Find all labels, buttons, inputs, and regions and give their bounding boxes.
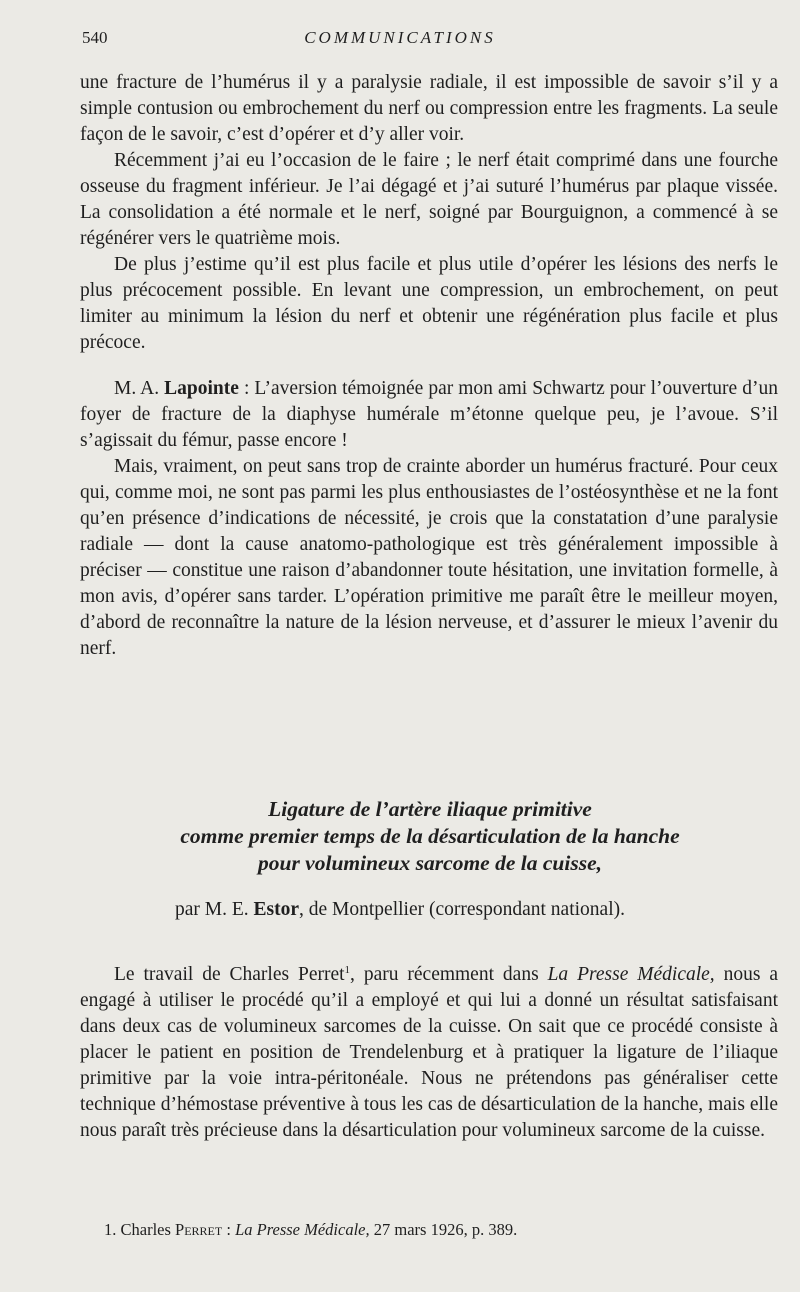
footnote-number: 1. Charles bbox=[104, 1220, 176, 1239]
byline bbox=[0, 899, 800, 921]
text-run: nous a engagé à utiliser le procédé qu’il a employé et qui lui a donné un résultat satisfaisant dans deux cas de volumineux sarcomes de la cuisse. On sait que ce procédé consiste à placer le patient en position de Trendelenburg et à pratiquer la ligature de l’iliaque primitive par la voie intra-péritonéale. Nous ne prétendons pas généraliser cette technique d’hémostase préventive à tous les cas de désarticulation de la hanche, mais elle nous paraît très précieuse dans la désarticulation pour volumineux sarcome de la cuisse. bbox=[80, 964, 779, 1141]
discussion-text bbox=[80, 70, 778, 662]
speaker-name: Lapointe bbox=[164, 378, 239, 399]
byline-suffix: , de Montpellier (correspondant national). bbox=[299, 899, 625, 920]
footnote-ref[interactable]: 1 bbox=[344, 964, 351, 976]
paragraph bbox=[80, 376, 778, 454]
text-run: Le travail de Charles Perret bbox=[114, 964, 345, 985]
page-number: 540 bbox=[82, 28, 108, 47]
speaker-prefix: M. A. bbox=[114, 378, 165, 399]
paragraph: Récemment j’ai eu l’occasion de le faire ; le nerf était comprimé dans une fourche osseuse du fragment inférieur. Je l’ai dégagé et j’ai suturé l’humérus par plaque vissée. La consolidation a été normale et le nerf, soigné par Bourguignon, a commencé à se régénérer vers le quatrième mois. bbox=[80, 150, 778, 249]
title-line: pour volumineux sarcome de la cuisse, bbox=[257, 851, 602, 875]
title-line: comme premier temps de la désarticulation de la hanche bbox=[180, 824, 680, 848]
footnote-journal: La Presse Médicale, bbox=[235, 1220, 370, 1239]
footnote bbox=[104, 1220, 517, 1240]
journal-name: La Presse Médicale, bbox=[547, 964, 715, 985]
paragraph: Mais, vraiment, on peut sans trop de crainte aborder un humérus fracturé. Pour ceux qui, comme moi, ne sont pas parmi les plus enthousiastes de l’ostéosynthèse et ne la font qu’en présence d’indications de nécessité, je crois que la constatation d’une paralysie radiale — dont la cause anatomo-pathologique est très généralement impossible à préciser — constitue une raison d’abandonner toute hésitation, une invitation formelle, à mon avis, d’opérer sans tarder. L’opération primitive me paraît être le meilleur moyen, d’abord de reconnaître la nature de la lésion nerveuse, et d’assurer le mieux l’avenir du nerf. bbox=[80, 456, 778, 659]
article-body bbox=[80, 962, 778, 1144]
text-run: : bbox=[222, 1220, 236, 1239]
paragraph: De plus j’estime qu’il est plus facile et plus utile d’opérer les lésions des nerfs le plus précocement possible. En levant une compression, un embrochement, on peut limiter au minimum la lésion du nerf et obtenir une régénération plus facile et plus précoce. bbox=[80, 254, 778, 353]
paragraph: une fracture de l’humérus il y a paralysie radiale, il est impossible de savoir s’il y a simple contusion ou embrochement du nerf ou compression entre les fragments. La seule façon de le savoir, c’est d’opérer et d’y aller voir. bbox=[80, 72, 778, 145]
paragraph bbox=[80, 962, 778, 1144]
author-name: Estor bbox=[253, 899, 300, 920]
running-title: COMMUNICATIONS bbox=[304, 28, 496, 47]
article-title bbox=[60, 796, 800, 877]
footnote-author: Perret bbox=[175, 1220, 223, 1239]
paragraph-text: : L’aversion témoignée par mon ami Schwartz pour l’ouverture d’un foyer de fracture de la diaphyse humérale m’étonne quelque peu, je l’avoue. S’il s’agissait du fémur, passe encore ! bbox=[80, 378, 778, 451]
byline-prefix: par M. E. bbox=[174, 899, 254, 920]
title-line: Ligature de l’artère iliaque primitive bbox=[268, 797, 592, 821]
text-run: 27 mars 1926, p. 389. bbox=[369, 1220, 518, 1239]
text-run: , paru récemment dans bbox=[350, 964, 548, 985]
